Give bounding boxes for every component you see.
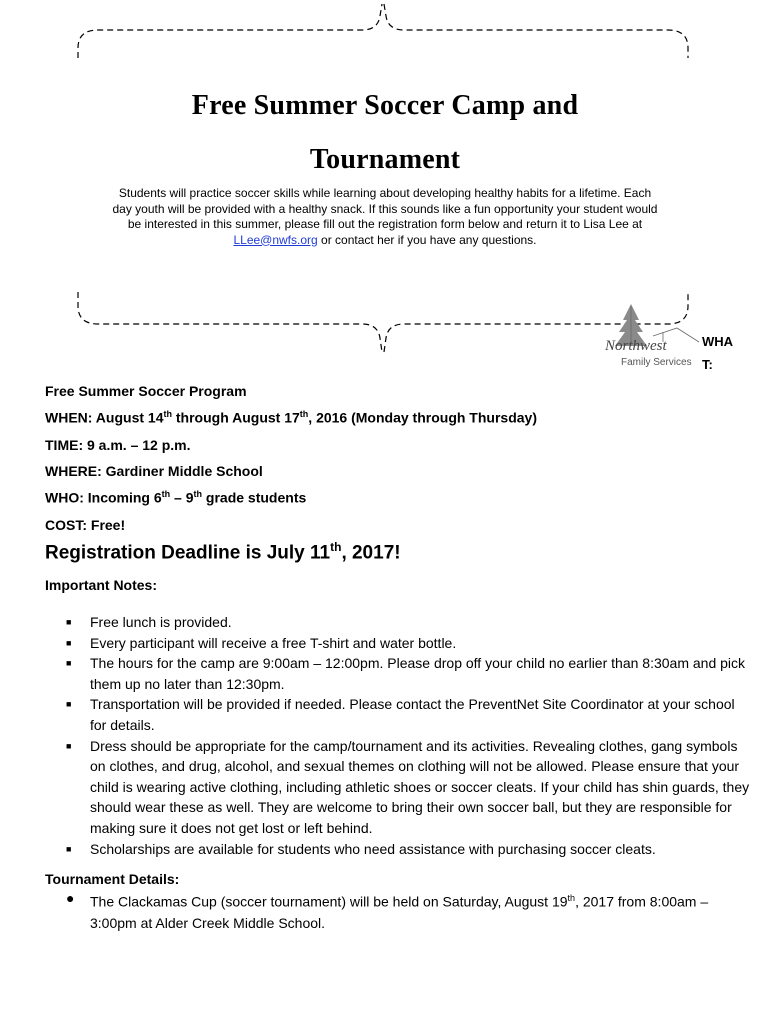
square-bullet-icon: ■ — [66, 617, 72, 627]
northwest-family-services-logo — [603, 298, 701, 370]
list-item: ■ Free lunch is provided. — [62, 612, 752, 633]
round-bullet-icon: ● — [66, 890, 75, 906]
svg-text:Northwest: Northwest — [605, 338, 667, 354]
square-bullet-icon: ■ — [66, 740, 72, 751]
list-item: ■ The hours for the camp are 9:00am – 12:00pm. Please drop off your child no earlier than 8:30am and pick them up no later than 12:30pm. — [66, 655, 746, 692]
tree-logo-icon — [603, 298, 701, 370]
intro-tail: or contact her if you have any questions. — [321, 232, 537, 247]
program-where: WHERE: Gardiner Middle School — [45, 463, 263, 479]
program-when: WHEN: August 14th through August 17th, 2016 (Monday through Thursday) — [45, 409, 537, 426]
tournament-details-heading: Tournament Details: — [45, 871, 180, 887]
square-bullet-icon: ■ — [66, 637, 72, 648]
square-bullet-icon: ■ — [66, 843, 72, 854]
square-bullet-icon: ■ — [66, 658, 72, 669]
program-time: TIME: 9 a.m. – 12 p.m. — [45, 437, 191, 453]
email-link[interactable]: LLee@nwfs.org — [233, 232, 318, 247]
program-name: Free Summer Soccer Program — [45, 383, 247, 399]
important-notes-heading: Important Notes: — [45, 577, 157, 593]
stray-text: WHA T: — [702, 334, 734, 372]
list-item: ■ Every participant will receive a free T-shirt and water bottle. — [62, 633, 752, 654]
important-notes-list — [62, 612, 752, 859]
program-cost: COST: Free! — [45, 517, 126, 533]
registration-deadline: Registration Deadline is July 11th, 2017! — [45, 540, 401, 564]
tournament-details-list — [62, 888, 752, 934]
svg-text:Family Services: Family Services — [621, 357, 692, 368]
list-item: ■ Transportation will be provided if needed. Please contact the PreventNet Site Coordinator at your school for details. — [66, 696, 735, 733]
square-bullet-icon: ■ — [66, 699, 72, 710]
list-item: ■ Dress should be appropriate for the camp/tournament and its activities. Revealing clothes, gang symbols on clothes, and drug, alcohol, and sexual themes on clothing will not be allowed. Please ensure that your child is wearing active clothing, including athletic shoes or soccer cleats. If your child has shin guards, they should wear these as well. They are welcome to bring their own soccer ball, but they are responsible for making sure it does not get lost or left behind. — [66, 737, 750, 836]
page-title-line2: Tournament — [309, 144, 461, 175]
intro-text: Students will practice soccer skills while learning about developing healthy habits for a lifetime. Each day youth will be provided with a healthy snack. If this sounds like a fun opportunity your student would be interested in this summer, please fill out the registration form below and return it to Lisa Lee at — [112, 186, 658, 231]
list-item: ■ Scholarships are available for students who need assistance with purchasing soccer cleats. — [62, 839, 752, 860]
page-title-line1: Free Summer Soccer Camp and — [191, 90, 579, 121]
intro-paragraph — [108, 186, 662, 248]
program-who: WHO: Incoming 6th – 9th grade students — [45, 489, 307, 506]
list-item: ● The Clackamas Cup (soccer tournament) will be held on Saturday, August 19th, 2017 from 8:00am – 3:00pm at Alder Creek Middle School. — [66, 890, 709, 931]
